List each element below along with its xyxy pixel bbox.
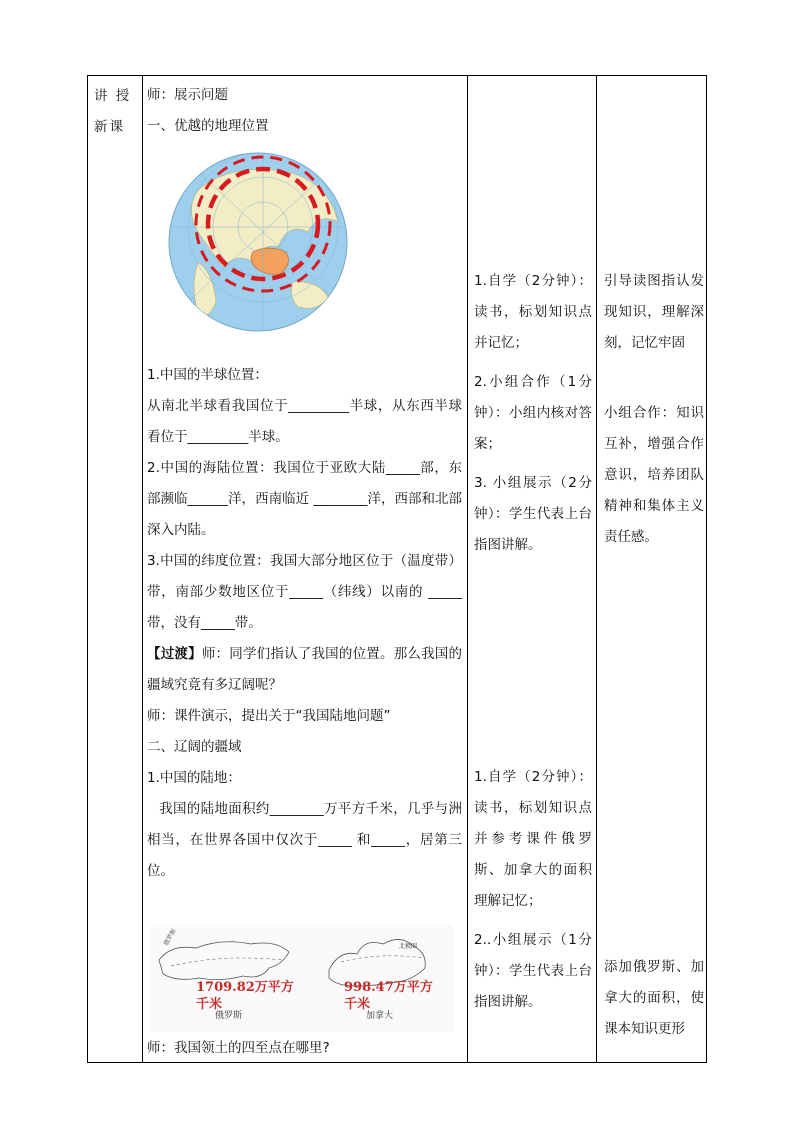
student-activity-1 <box>474 266 592 561</box>
row-header-line2: 新课 <box>94 119 125 135</box>
transition-tag: 【过渡】 <box>147 646 202 662</box>
activity-self-study-2: 1.自学（2分钟）：读书，标划知识点并参考课件俄罗斯、加拿大的面积理解记忆； <box>474 769 592 909</box>
activity-group-show: 3. 小组展示（2分钟）：学生代表上台指图讲解。 <box>474 475 592 553</box>
column-divider <box>596 76 597 1062</box>
russia-name: 俄罗斯 <box>215 1011 243 1021</box>
teacher-content <box>147 80 462 142</box>
teacher-intro: 师：展示问题 <box>147 87 228 103</box>
activity-self-study: 1.自学（2分钟）：读书，标划知识点并记忆； <box>474 273 592 351</box>
maps-background <box>151 924 453 1032</box>
russia-canada-maps <box>151 924 453 1032</box>
column-divider <box>467 76 468 1062</box>
row-header <box>94 81 140 143</box>
section2-intro: 师：课件演示，提出关于“我国陆地问题” <box>147 708 391 724</box>
q2: 2.中国的海陆位置：我国位于亚欧大陆_____部，东部濒临______洋，西南临近 ________洋，西部和北部深入内陆。 <box>147 460 462 538</box>
land-heading: 1.中国的陆地： <box>147 770 241 786</box>
column-divider <box>142 76 143 1062</box>
section-heading-2: 二、辽阔的疆域 <box>147 739 242 755</box>
q3: 3.中国的纬度位置：我国大部分地区位于（温度带）带，南部少数地区位于_____（纬线）以南的 _____带，没有_____带。 <box>147 553 462 631</box>
transition-text: 师：同学们指认了我国的位置。那么我国的疆域究竟有多辽阔呢？ <box>147 646 463 693</box>
question-block <box>147 360 462 887</box>
canada-map-label: 北极圈 <box>399 943 418 950</box>
russia-map-label: 俄罗斯 <box>162 927 178 947</box>
intent-reading: 引导读图指认发现知识，理解深刻，记忆牢固 <box>604 273 704 351</box>
q1-body: 从南北半球看我国位于_________半球，从东西半球看位于_________半球。 <box>147 398 462 445</box>
student-activity-2 <box>474 762 592 1018</box>
q1-heading: 1.中国的半球位置： <box>147 367 268 383</box>
design-intent-1 <box>604 266 704 553</box>
last-question: 师：我国领土的四至点在哪里? <box>147 1040 330 1056</box>
intent-cooperation: 小组合作：知识互补，增强合作意识，培养团队精神和集体主义责任感。 <box>604 405 704 545</box>
activity-group-work: 2.小组合作（1分钟）：小组内核对答案； <box>474 374 592 452</box>
land-paragraph: 我国的陆地面积约________万平方千米，几乎与洲相当，在世界各国中仅次于_____ 和_____，居第三位。 <box>147 801 462 879</box>
globe-map <box>168 152 348 332</box>
section-heading-1: 一、优越的地理位置 <box>147 118 269 134</box>
transition <box>147 639 462 701</box>
design-intent-2: 添加俄罗斯、加拿大的面积，使课本知识更形 <box>604 959 704 1037</box>
canada-name: 加拿大 <box>366 1011 394 1021</box>
activity-group-show-2: 2..小组展示（1分钟）：学生代表上台指图讲解。 <box>474 932 592 1010</box>
russia-area: 1709.82万平方千米 <box>196 980 294 1012</box>
canada-area: 998.47万平方千米 <box>344 980 433 1012</box>
row-header-line1: 讲 授 <box>94 88 132 104</box>
lesson-table <box>87 75 707 1063</box>
